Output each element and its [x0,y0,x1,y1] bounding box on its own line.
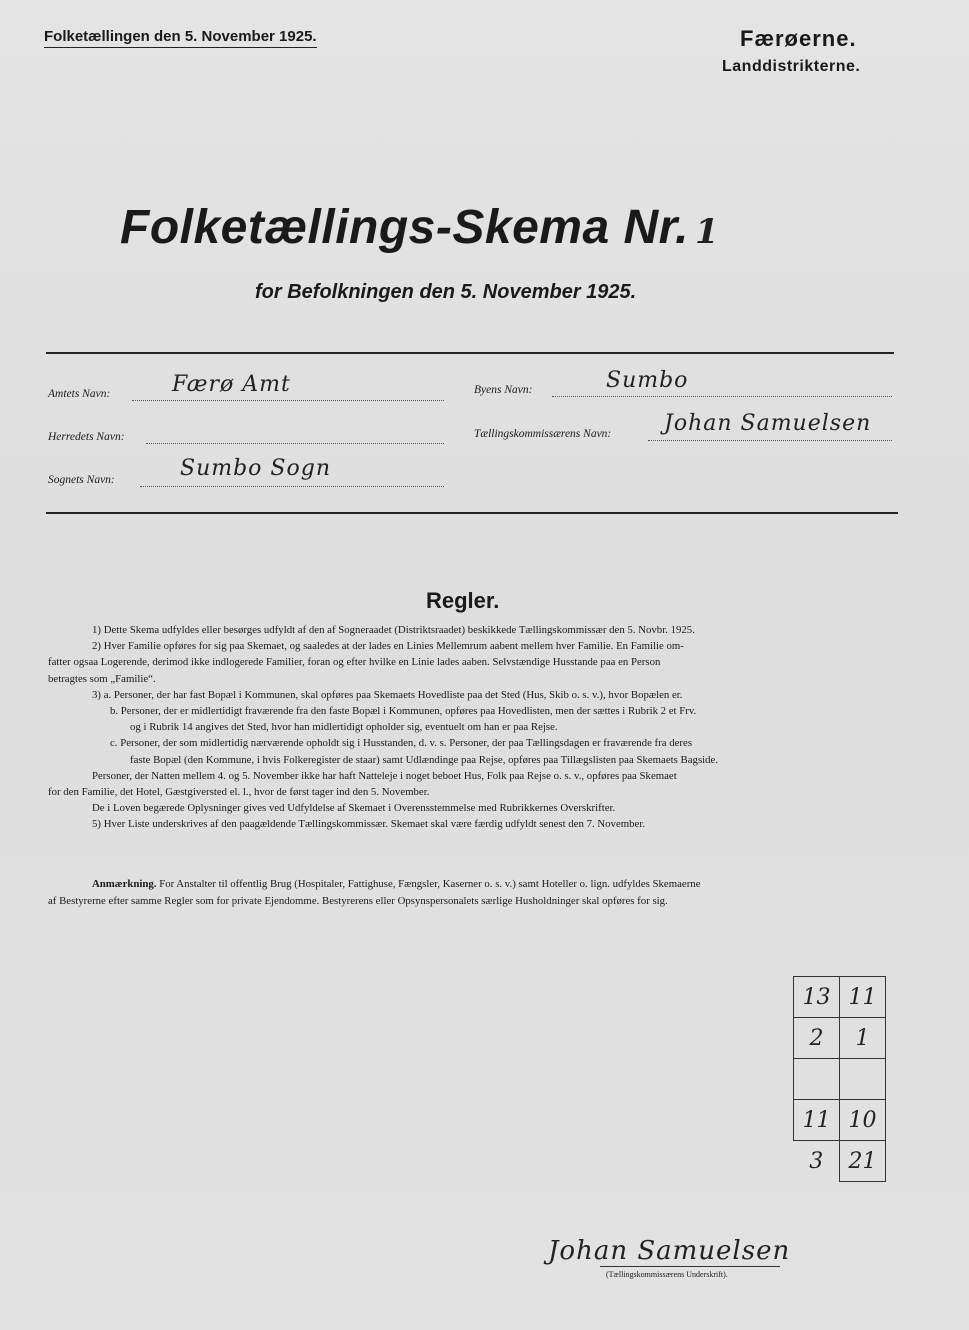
rule-line: Personer, der Natten mellem 4. og 5. November ikke har haft Natteleje i noget beboet Hus, Folk paa Rejse o. s. v., opføres paa Skemaet [92,769,677,782]
district-type-label: Landdistrikterne. [722,58,861,75]
tally-cell: 11 [840,977,886,1018]
signature-line [600,1266,780,1267]
signature-caption: (Tællingskommissærens Underskrift). [606,1270,728,1279]
tally-cell: 1 [840,1018,886,1059]
rules-list [48,622,900,833]
kommissaer-label: Tællingskommissærens Navn: [474,428,612,440]
herred-label: Herredets Navn: [48,431,125,443]
tally-cell: 2 [794,1018,840,1059]
tally-cell: 21 [840,1141,886,1182]
rule-line: faste Bopæl (den Kommune, i hvis Folkeregister de staar) samt Udlændinge paa Rejse, opføres paa Tillægslisten paa Skemaets Bagside. [130,753,719,766]
form-subtitle: for Befolkningen den 5. November 1925. [255,281,637,303]
tally-table [793,976,886,1182]
tally-cell [840,1059,886,1100]
rule-line: c. Personer, der som midlertidig nærværende opholdt sig i Husstanden, d. v. s. Personer, der paa Tællingsdagen er fraværende fra deres [110,737,693,750]
by-value: Sumbo [606,368,689,393]
rule-line: for den Familie, det Hotel, Gæstgiversted el. l., hvor de først tager ind den 5. November. [48,786,430,799]
form-title-text: Folketællings-Skema Nr. [120,201,690,254]
sogn-value: Sumbo Sogn [180,456,331,481]
sogn-label: Sognets Navn: [48,474,115,486]
census-date-label: Folketællingen den 5. November 1925. [44,28,317,48]
region-label: Færøerne. [740,26,857,51]
kommissaer-value: Johan Samuelsen [664,411,872,436]
tally-row [794,1059,886,1100]
note-line-2: af Bestyrerne efter samme Regler som for private Ejendomme. Bestyrerens eller Opsynspersonalets særlige Husholdninger skal opføres for sig. [48,895,668,907]
by-label: Byens Navn: [474,384,533,396]
tally-row [794,977,886,1018]
tally-row [794,1141,886,1182]
rule-line: 1) Dette Skema udfyldes eller besørges udfyldt af den af Sogneraadet (Distriktsraadet) beskikkede Tællingskommissær den 5. Novbr. 1925. [92,624,695,636]
tally-row [794,1100,886,1141]
rule-line: fatter ogsaa Logerende, derimod ikke indlogerede Familier, foran og efter hvilke en Linie lades aaben. Selvstændige Husstande paa en Person [48,656,661,669]
tally-cell: 10 [840,1100,886,1141]
by-line [552,396,892,397]
rule-line: 3) a. Personer, der har fast Bopæl i Kommunen, skal opføres paa Skemaets Hovedliste paa det Sted (Hus, Skib o. s. v.), hvor Bopælen er. [92,688,683,701]
note-text-1: For Anstalter til offentlig Brug (Hospitaler, Fattighuse, Fængsler, Kaserner o. s. v.) samt Hoteller o. lign. udfyldes Skemaerne [159,878,701,890]
rule-line: 2) Hver Familie opføres for sig paa Skemaet, og saaledes at der lades en Linies Mellemrum aabent mellem hver Familie. En Familie om- [92,640,684,653]
bottom-divider [46,512,898,514]
tally-cell [794,1059,840,1100]
note-block [48,876,908,910]
tally-cell: 11 [794,1100,840,1141]
kommissaer-line [648,440,892,441]
form-number: 1 [695,212,720,252]
amt-line [132,400,444,401]
tally-cell: 13 [794,977,840,1018]
rules-heading: Regler. [426,588,500,613]
top-divider [46,352,894,354]
tally-row [794,1018,886,1059]
note-line-1 [48,876,908,893]
sogn-line [140,486,444,487]
note-label: Anmærkning. [92,878,157,890]
herred-line [146,443,444,444]
rule-line: 5) Hver Liste underskrives af den paagældende Tællingskommissær. Skemaet skal være færdig udfyldt senest den 7. November. [92,818,646,831]
form-title [120,200,720,255]
rule-line: De i Loven begærede Oplysninger gives ved Udfyldelse af Skemaet i Overensstemmelse med Rubrikkernes Overskrifter. [92,802,616,815]
rule-line: og i Rubrik 14 angives det Sted, hvor han midlertidigt opholder sig, eventuelt om han er paa Rejse. [130,721,558,734]
amt-value: Færø Amt [172,372,291,397]
tally-cell: 3 [809,1148,824,1174]
amt-label: Amtets Navn: [48,388,111,400]
rule-line: b. Personer, der er midlertidigt fraværende fra den faste Bopæl i Kommunen, opføres paa Hovedlisten, men der sættes i Rubrik 2 et Frv. [110,705,697,718]
rule-line: betragtes som „Familie“. [48,672,156,685]
signature: Johan Samuelsen [548,1236,791,1266]
